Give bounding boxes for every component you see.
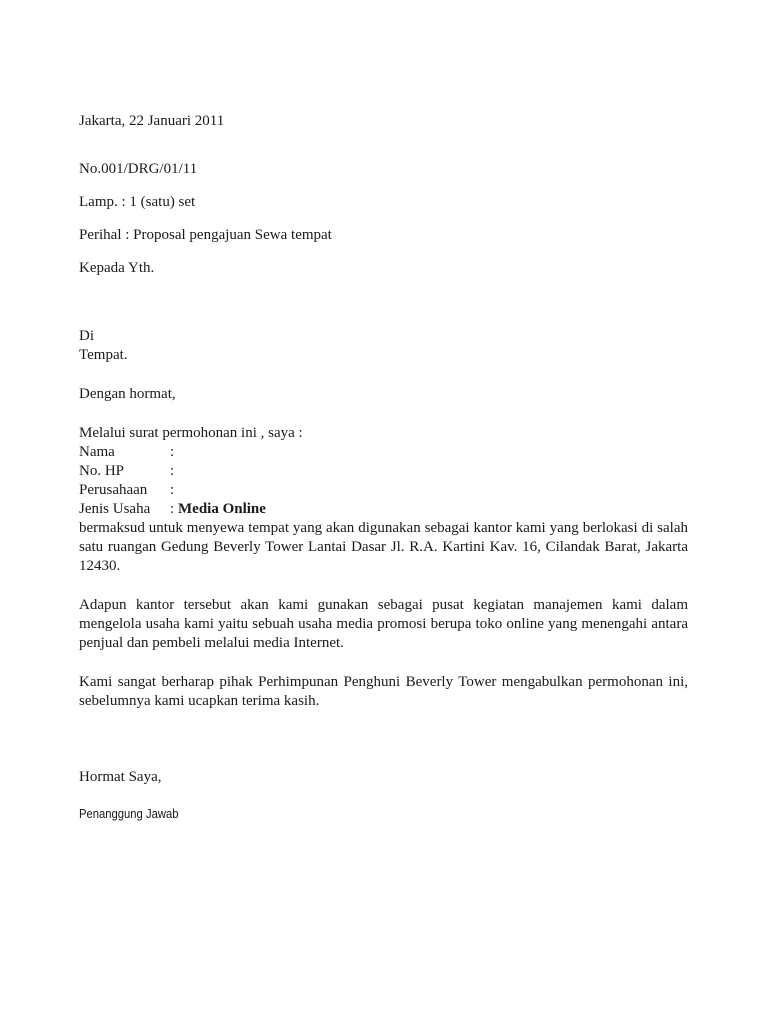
letter-attachment: Lamp. : 1 (satu) set (79, 194, 196, 210)
salutation: Dengan hormat, (79, 386, 176, 402)
field-colon: : (170, 463, 175, 479)
field-colon: : (170, 501, 175, 517)
letter-number: No.001/DRG/01/11 (79, 161, 198, 177)
body-paragraph-2: Adapun kantor tersebut akan kami gunakan sebagai pusat kegiatan manajemen kami dalam mengelola usaha kami yaitu sebuah usaha media promosi berupa toko online yang menengahi antara penjual dan pembeli melalui media Internet. (79, 597, 688, 651)
recipient-place-tempat: Tempat. (79, 347, 128, 363)
field-no-hp (79, 462, 178, 481)
body-paragraph-3: Kami sangat berharap pihak Perhimpunan Penghuni Beverly Tower mengabulkan permohonan ini, sebelumnya kami ucapkan terima kasih. (79, 674, 688, 709)
intro-line: Melalui surat permohonan ini , saya : (79, 425, 303, 441)
field-nama (79, 443, 178, 462)
letter-subject: Perihal : Proposal pengajuan Sewa tempat (79, 227, 332, 243)
field-value: Media Online (178, 501, 266, 517)
field-label: Perusahaan (79, 482, 148, 498)
field-colon: : (170, 444, 175, 460)
field-label: No. HP (79, 463, 125, 479)
field-label: Jenis Usaha (79, 501, 151, 517)
field-jenis-usaha (79, 500, 266, 519)
letter-date: Jakarta, 22 Januari 2011 (79, 113, 225, 129)
signer-title: Penanggung Jawab (79, 807, 179, 821)
field-label: Nama (79, 444, 115, 460)
field-perusahaan (79, 481, 178, 500)
field-colon: : (170, 482, 175, 498)
closing: Hormat Saya, (79, 769, 162, 785)
recipient-place-di: Di (79, 328, 94, 344)
letter-recipient: Kepada Yth. (79, 260, 155, 276)
body-paragraph-1: bermaksud untuk menyewa tempat yang akan digunakan sebagai kantor kami yang berlokasi di salah satu ruangan Gedung Beverly Tower Lantai Dasar Jl. R.A. Kartini Kav. 16, Cilandak Barat, Jakarta 12430. (79, 520, 688, 574)
